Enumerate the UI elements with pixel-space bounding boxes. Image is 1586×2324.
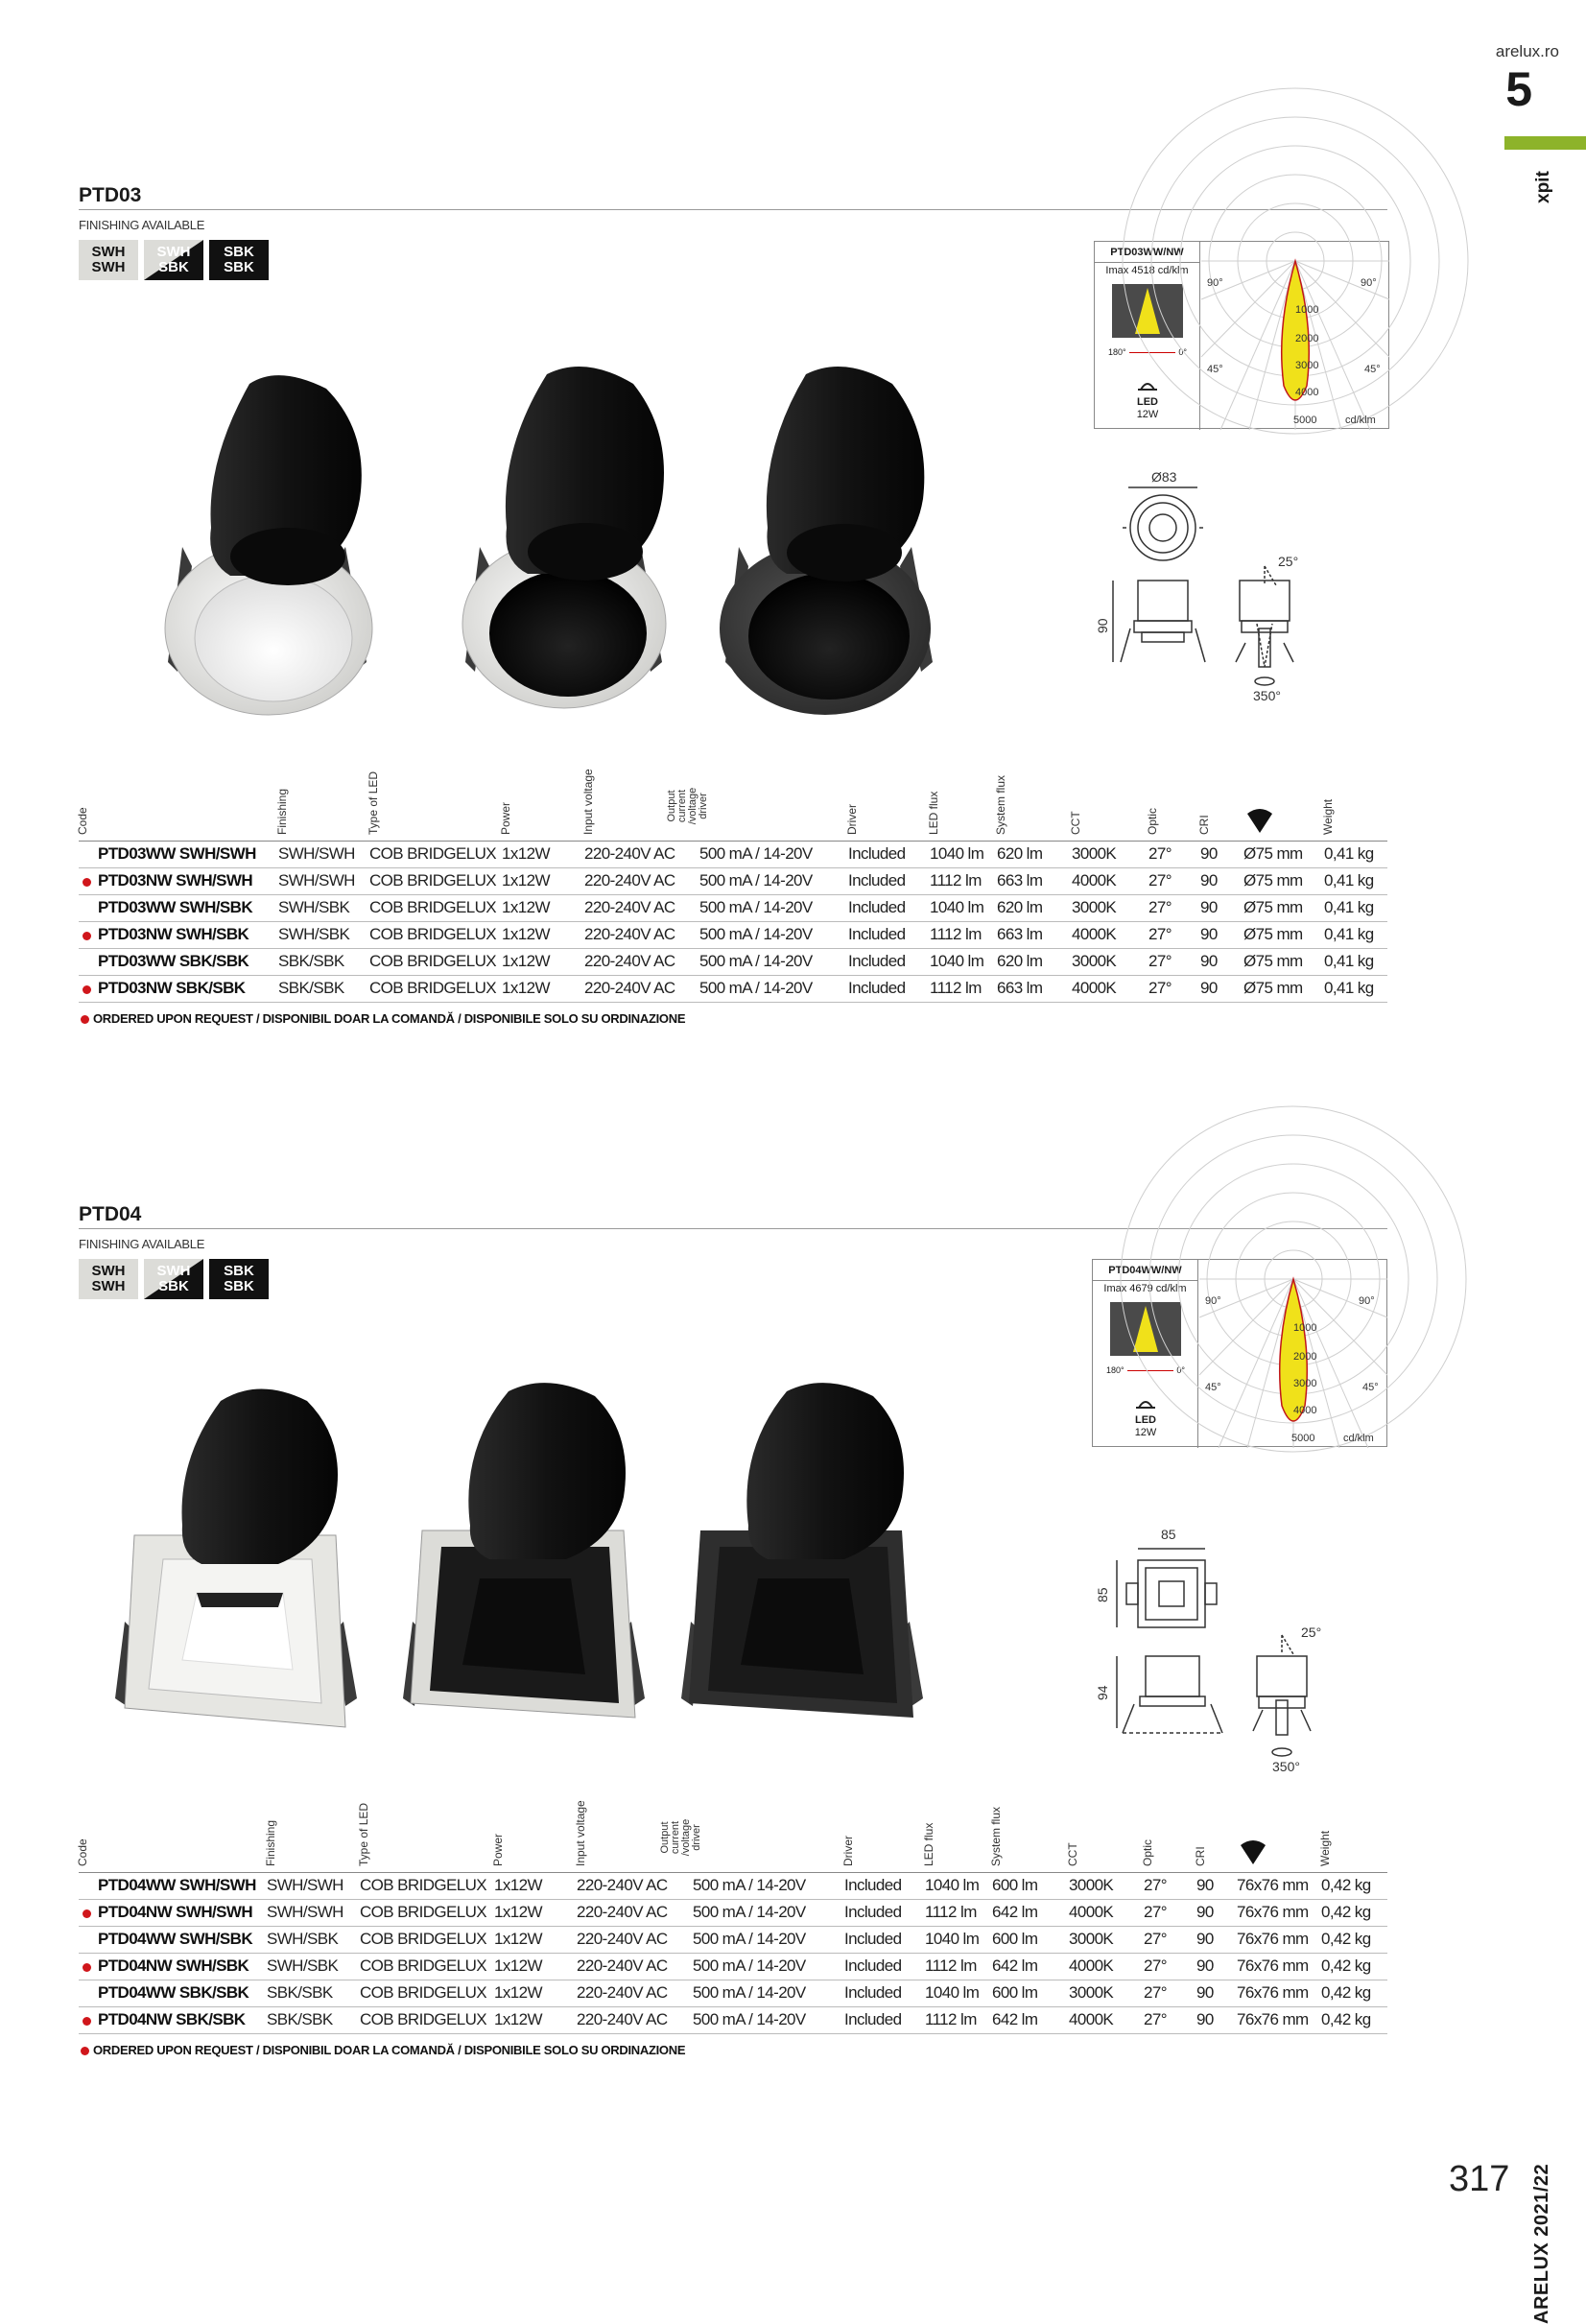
svg-text:cd/klm: cd/klm — [1343, 1433, 1374, 1444]
cell-output: 500 mA / 14-20V — [693, 1980, 844, 2006]
cell-led-flux: 1040 lm — [930, 894, 997, 921]
cell-finishing: SWH/SBK — [267, 1953, 360, 1980]
svg-text:5000: 5000 — [1293, 415, 1317, 426]
cell-cct: 4000K — [1069, 1899, 1144, 1926]
imax-value: Imax 4518 cd/klm — [1105, 265, 1189, 276]
col-power: Power — [499, 801, 512, 835]
cell-code: PTD03WW SWH/SBK — [79, 894, 278, 921]
cell-weight: 0,41 kg — [1324, 921, 1387, 948]
cell-output: 500 mA / 14-20V — [693, 1899, 844, 1926]
cell-cct: 3000K — [1072, 841, 1148, 867]
col-type-led: Type of LED — [357, 1802, 370, 1866]
cell-led: COB BRIDGELUX — [360, 1872, 494, 1899]
cell-optic: 27° — [1144, 1926, 1196, 1953]
page-number: 317 — [1449, 2159, 1510, 2199]
col-led-flux: LED flux — [927, 791, 940, 835]
chapter-name: xpit — [1533, 171, 1553, 203]
col-finishing: Finishing — [264, 1819, 277, 1866]
section-divider — [79, 1228, 1387, 1229]
edition-label: ARELUX 2021/22 — [1531, 2163, 1552, 2324]
led-power: 12W — [1134, 1427, 1157, 1438]
cell-power: 1x12W — [494, 1899, 577, 1926]
cell-driver: Included — [848, 921, 930, 948]
table-row — [79, 975, 1387, 1002]
svg-text:94: 94 — [1095, 1685, 1110, 1700]
cell-code: PTD04WW SWH/SWH — [79, 1872, 267, 1899]
chapter-number: 5 — [1505, 62, 1532, 116]
cell-cut: Ø75 mm — [1243, 867, 1324, 894]
request-dot — [83, 985, 91, 994]
cell-cct: 3000K — [1072, 948, 1148, 975]
cell-input: 220-240V AC — [584, 948, 699, 975]
svg-text:350°: 350° — [1253, 688, 1281, 703]
cell-cut: 76x76 mm — [1237, 1953, 1321, 1980]
cell-driver: Included — [848, 841, 930, 867]
cell-code: PTD04NW SBK/SBK — [79, 2006, 267, 2033]
cell-led: COB BRIDGELUX — [360, 1980, 494, 2006]
cell-sys-flux: 642 lm — [992, 1953, 1069, 1980]
cell-input: 220-240V AC — [584, 867, 699, 894]
cell-input: 220-240V AC — [584, 894, 699, 921]
cell-power: 1x12W — [494, 1926, 577, 1953]
cell-cut: 76x76 mm — [1237, 2006, 1321, 2033]
beam-angle-icon — [1243, 748, 1324, 841]
cell-optic: 27° — [1148, 867, 1200, 894]
cell-output: 500 mA / 14-20V — [693, 2006, 844, 2033]
svg-text:45°: 45° — [1207, 364, 1223, 375]
cell-led: COB BRIDGELUX — [360, 1899, 494, 1926]
cell-weight: 0,41 kg — [1324, 841, 1387, 867]
col-driver: Driver — [845, 803, 859, 835]
cell-cri: 90 — [1200, 867, 1243, 894]
cell-finishing: SWH/SBK — [278, 894, 369, 921]
cell-cut: 76x76 mm — [1237, 1926, 1321, 1953]
cell-weight: 0,41 kg — [1324, 975, 1387, 1002]
cell-cri: 90 — [1196, 2006, 1237, 2033]
product-photos-ptd04 — [106, 1372, 969, 1737]
svg-text:Ø83: Ø83 — [1151, 469, 1177, 485]
cell-input: 220-240V AC — [584, 975, 699, 1002]
cell-cri: 90 — [1200, 948, 1243, 975]
cell-power: 1x12W — [502, 894, 584, 921]
cell-finishing: SWH/SBK — [278, 921, 369, 948]
cell-sys-flux: 663 lm — [997, 921, 1072, 948]
cell-cri: 90 — [1200, 894, 1243, 921]
lamp-sbk-sbk — [681, 1383, 923, 1718]
cell-optic: 27° — [1144, 1980, 1196, 2006]
col-cct: CCT — [1069, 810, 1082, 835]
cell-sys-flux: 600 lm — [992, 1872, 1069, 1899]
cell-cct: 3000K — [1072, 894, 1148, 921]
cell-code: PTD03NW SBK/SBK — [79, 975, 278, 1002]
svg-text:45°: 45° — [1362, 1382, 1379, 1393]
svg-text:3000: 3000 — [1293, 1378, 1317, 1389]
cell-cut: Ø75 mm — [1243, 975, 1324, 1002]
photometric-code: PTD04WW/NW — [1093, 1260, 1197, 1281]
cell-weight: 0,42 kg — [1321, 1926, 1387, 1953]
col-driver: Driver — [841, 1835, 855, 1866]
table-row — [79, 1953, 1387, 1980]
col-code: Code — [76, 806, 89, 835]
cell-code: PTD03NW SWH/SBK — [79, 921, 278, 948]
request-note: ORDERED UPON REQUEST / DISPONIBIL DOAR LA COMANDĂ / DISPONIBILE SOLO SU ORDINAZIONE — [81, 1011, 685, 1026]
lamp-swh-sbk — [403, 1383, 645, 1718]
cell-led-flux: 1112 lm — [925, 1899, 992, 1926]
col-system-flux: System flux — [994, 774, 1007, 835]
col-optic: Optic — [1141, 1838, 1154, 1866]
svg-text:2000: 2000 — [1293, 1351, 1317, 1363]
cell-finishing: SBK/SBK — [278, 948, 369, 975]
cell-weight: 0,41 kg — [1324, 948, 1387, 975]
request-dot — [83, 2017, 91, 2026]
spec-table-ptd04 — [76, 1780, 1387, 2034]
table-row — [79, 2006, 1387, 2033]
col-cct: CCT — [1066, 1841, 1079, 1866]
cell-driver: Included — [848, 948, 930, 975]
cell-led-flux: 1112 lm — [930, 975, 997, 1002]
cell-optic: 27° — [1144, 1872, 1196, 1899]
lamp-swh-sbk — [462, 367, 666, 708]
cell-sys-flux: 642 lm — [992, 1899, 1069, 1926]
cell-led: COB BRIDGELUX — [369, 975, 502, 1002]
col-input-voltage: Input voltage — [581, 768, 595, 835]
cell-input: 220-240V AC — [577, 1899, 693, 1926]
cell-cri: 90 — [1200, 921, 1243, 948]
table-header — [79, 1780, 1387, 1872]
cell-code: PTD04WW SWH/SBK — [79, 1926, 267, 1953]
cell-weight: 0,42 kg — [1321, 1872, 1387, 1899]
beam-icon — [1112, 284, 1183, 338]
col-type-led: Type of LED — [367, 771, 380, 835]
cell-cut: Ø75 mm — [1243, 921, 1324, 948]
request-dot — [83, 1963, 91, 1972]
cell-optic: 27° — [1148, 975, 1200, 1002]
cell-output: 500 mA / 14-20V — [693, 1926, 844, 1953]
lamp-swh-swh — [165, 375, 372, 715]
request-dot — [83, 1909, 91, 1918]
col-output: Output current /voltage driver — [659, 1818, 702, 1856]
cell-cut: 76x76 mm — [1237, 1872, 1321, 1899]
cell-input: 220-240V AC — [577, 1980, 693, 2006]
col-output: Output current /voltage driver — [666, 787, 709, 824]
led-icon: LED — [1129, 1396, 1162, 1426]
request-dot — [81, 2047, 89, 2055]
cell-cct: 3000K — [1069, 1872, 1144, 1899]
lamp-sbk-sbk — [720, 367, 933, 715]
cell-finishing: SWH/SWH — [267, 1872, 360, 1899]
request-dot — [83, 878, 91, 887]
technical-drawing-ptd03 — [1084, 461, 1334, 710]
svg-text:1000: 1000 — [1293, 1322, 1317, 1334]
svg-text:90°: 90° — [1205, 1295, 1221, 1307]
section-title: PTD03 — [79, 184, 142, 206]
cell-output: 500 mA / 14-20V — [699, 841, 848, 867]
cell-driver: Included — [844, 1953, 925, 1980]
cell-cut: 76x76 mm — [1237, 1899, 1321, 1926]
section-title: PTD04 — [79, 1203, 142, 1225]
cell-code: PTD03NW SWH/SWH — [79, 867, 278, 894]
svg-text:cd/klm: cd/klm — [1345, 415, 1376, 426]
cell-sys-flux: 620 lm — [997, 894, 1072, 921]
cell-input: 220-240V AC — [584, 841, 699, 867]
svg-text:4000: 4000 — [1293, 1405, 1317, 1416]
svg-text:90: 90 — [1095, 618, 1110, 633]
cell-optic: 27° — [1148, 841, 1200, 867]
cell-optic: 27° — [1144, 2006, 1196, 2033]
cell-sys-flux: 642 lm — [992, 2006, 1069, 2033]
cell-led-flux: 1112 lm — [925, 2006, 992, 2033]
cell-output: 500 mA / 14-20V — [699, 867, 848, 894]
cell-output: 500 mA / 14-20V — [699, 948, 848, 975]
cell-led: COB BRIDGELUX — [369, 894, 502, 921]
swatch-black: SBK SBK — [209, 240, 269, 280]
cell-power: 1x12W — [502, 921, 584, 948]
cell-finishing: SBK/SBK — [267, 2006, 360, 2033]
cell-cri: 90 — [1196, 1899, 1237, 1926]
svg-text:90°: 90° — [1359, 1295, 1375, 1307]
col-finishing: Finishing — [275, 788, 289, 835]
cell-input: 220-240V AC — [577, 1953, 693, 1980]
cell-output: 500 mA / 14-20V — [699, 975, 848, 1002]
col-led-flux: LED flux — [922, 1822, 935, 1866]
table-body — [79, 841, 1387, 1002]
cell-driver: Included — [844, 1899, 925, 1926]
col-optic: Optic — [1146, 807, 1159, 835]
cell-sys-flux: 620 lm — [997, 841, 1072, 867]
svg-text:25°: 25° — [1301, 1624, 1322, 1640]
request-note: ORDERED UPON REQUEST / DISPONIBIL DOAR LA COMANDĂ / DISPONIBILE SOLO SU ORDINAZIONE — [81, 2043, 685, 2057]
cell-led: COB BRIDGELUX — [360, 2006, 494, 2033]
table-header — [79, 748, 1387, 841]
site-url: arelux.ro — [1495, 42, 1559, 60]
swatch-white: SWH SWH — [79, 240, 138, 280]
cell-cct: 4000K — [1072, 975, 1148, 1002]
cell-cut: Ø75 mm — [1243, 948, 1324, 975]
cell-optic: 27° — [1148, 948, 1200, 975]
cell-input: 220-240V AC — [577, 2006, 693, 2033]
section-divider — [79, 209, 1387, 210]
col-weight: Weight — [1321, 798, 1335, 835]
cell-cri: 90 — [1196, 1926, 1237, 1953]
cell-code: PTD03WW SWH/SWH — [79, 841, 278, 867]
request-dot — [81, 1015, 89, 1024]
beam-icon — [1110, 1302, 1181, 1356]
table-row — [79, 1899, 1387, 1926]
cell-driver: Included — [848, 975, 930, 1002]
cell-cct: 4000K — [1069, 1953, 1144, 1980]
table-row — [79, 894, 1387, 921]
cell-optic: 27° — [1148, 894, 1200, 921]
cell-sys-flux: 620 lm — [997, 948, 1072, 975]
table-row — [79, 1926, 1387, 1953]
cell-cri: 90 — [1200, 975, 1243, 1002]
cell-led: COB BRIDGELUX — [369, 841, 502, 867]
cell-cct: 3000K — [1069, 1926, 1144, 1953]
cell-code: PTD03WW SBK/SBK — [79, 948, 278, 975]
svg-text:85: 85 — [1095, 1587, 1110, 1602]
cell-sys-flux: 663 lm — [997, 975, 1072, 1002]
finishing-label: FINISHING AVAILABLE — [79, 218, 205, 232]
cell-weight: 0,42 kg — [1321, 1899, 1387, 1926]
cell-cct: 4000K — [1069, 2006, 1144, 2033]
cell-output: 500 mA / 14-20V — [699, 921, 848, 948]
cell-led-flux: 1040 lm — [930, 841, 997, 867]
cell-power: 1x12W — [494, 2006, 577, 2033]
swatch-black: SBK SBK — [209, 1259, 269, 1299]
lamp-swh-swh — [115, 1389, 357, 1728]
cell-led-flux: 1112 lm — [925, 1953, 992, 1980]
svg-text:2000: 2000 — [1295, 333, 1319, 344]
cell-code: PTD04NW SWH/SWH — [79, 1899, 267, 1926]
cell-power: 1x12W — [494, 1872, 577, 1899]
table-row — [79, 1980, 1387, 2006]
cell-led-flux: 1040 lm — [925, 1872, 992, 1899]
cell-code: PTD04NW SWH/SBK — [79, 1953, 267, 1980]
col-power: Power — [491, 1833, 505, 1866]
col-code: Code — [76, 1838, 89, 1866]
svg-text:90°: 90° — [1361, 277, 1377, 289]
cell-weight: 0,41 kg — [1324, 867, 1387, 894]
cell-cri: 90 — [1200, 841, 1243, 867]
col-input-voltage: Input voltage — [574, 1799, 587, 1866]
cell-optic: 27° — [1144, 1953, 1196, 1980]
cell-cut: Ø75 mm — [1243, 841, 1324, 867]
photometric-code: PTD03WW/NW — [1095, 242, 1199, 263]
table-row — [79, 867, 1387, 894]
cell-weight: 0,42 kg — [1321, 2006, 1387, 2033]
table-row — [79, 1872, 1387, 1899]
table-row — [79, 948, 1387, 975]
beam-angle-icon — [1237, 1780, 1321, 1872]
cell-led: COB BRIDGELUX — [360, 1926, 494, 1953]
imax-value: Imax 4679 cd/klm — [1103, 1283, 1187, 1294]
cell-output: 500 mA / 14-20V — [699, 894, 848, 921]
cell-optic: 27° — [1144, 1899, 1196, 1926]
technical-drawing-ptd04 — [1084, 1522, 1334, 1781]
cell-driver: Included — [844, 1926, 925, 1953]
cell-power: 1x12W — [502, 975, 584, 1002]
cell-weight: 0,42 kg — [1321, 1980, 1387, 2006]
svg-text:3000: 3000 — [1295, 360, 1319, 371]
cell-driver: Included — [848, 867, 930, 894]
cell-led-flux: 1040 lm — [925, 1926, 992, 1953]
cell-output: 500 mA / 14-20V — [693, 1872, 844, 1899]
svg-text:1000: 1000 — [1295, 304, 1319, 316]
swatch-white-black: SWH SBK — [144, 1259, 203, 1299]
cell-led: COB BRIDGELUX — [369, 921, 502, 948]
svg-text:350°: 350° — [1272, 1759, 1300, 1774]
col-system-flux: System flux — [989, 1806, 1003, 1866]
cell-power: 1x12W — [502, 867, 584, 894]
polar-diagram — [1199, 1260, 1387, 1448]
cell-cri: 90 — [1196, 1953, 1237, 1980]
cell-finishing: SWH/SWH — [267, 1899, 360, 1926]
cell-driver: Included — [848, 894, 930, 921]
cell-finishing: SWH/SBK — [267, 1926, 360, 1953]
cell-driver: Included — [844, 2006, 925, 2033]
swatch-white-black: SWH SBK — [144, 240, 203, 280]
col-cri: CRI — [1194, 1845, 1207, 1866]
cell-sys-flux: 663 lm — [997, 867, 1072, 894]
cell-cut: Ø75 mm — [1243, 894, 1324, 921]
cell-code: PTD04WW SBK/SBK — [79, 1980, 267, 2006]
cell-led: COB BRIDGELUX — [369, 867, 502, 894]
cell-led-flux: 1112 lm — [930, 867, 997, 894]
cell-cct: 3000K — [1069, 1980, 1144, 2006]
cell-finishing: SBK/SBK — [267, 1980, 360, 2006]
chapter-color-bar — [1504, 136, 1586, 150]
col-weight: Weight — [1318, 1830, 1332, 1866]
angle-scale: 180° 0° — [1106, 1365, 1185, 1375]
cell-driver: Included — [844, 1980, 925, 2006]
cell-weight: 0,42 kg — [1321, 1953, 1387, 1980]
cell-input: 220-240V AC — [584, 921, 699, 948]
cell-cri: 90 — [1196, 1980, 1237, 2006]
cell-sys-flux: 600 lm — [992, 1980, 1069, 2006]
cell-led-flux: 1040 lm — [930, 948, 997, 975]
table-row — [79, 841, 1387, 867]
svg-text:25°: 25° — [1278, 554, 1299, 569]
cell-driver: Included — [844, 1872, 925, 1899]
cell-input: 220-240V AC — [577, 1926, 693, 1953]
svg-text:5000: 5000 — [1291, 1433, 1315, 1444]
led-power: 12W — [1136, 409, 1159, 420]
spec-table-ptd03 — [76, 748, 1387, 1003]
cell-cri: 90 — [1196, 1872, 1237, 1899]
cell-weight: 0,41 kg — [1324, 894, 1387, 921]
cell-output: 500 mA / 14-20V — [693, 1953, 844, 1980]
cell-finishing: SWH/SWH — [278, 867, 369, 894]
cell-cct: 4000K — [1072, 867, 1148, 894]
cell-input: 220-240V AC — [577, 1872, 693, 1899]
cell-optic: 27° — [1148, 921, 1200, 948]
table-row — [79, 921, 1387, 948]
cell-finishing: SWH/SWH — [278, 841, 369, 867]
cell-led-flux: 1040 lm — [925, 1980, 992, 2006]
cell-cct: 4000K — [1072, 921, 1148, 948]
polar-diagram — [1201, 242, 1389, 430]
swatch-white: SWH SWH — [79, 1259, 138, 1299]
col-cri: CRI — [1197, 814, 1211, 835]
product-photos-ptd03 — [115, 355, 979, 720]
cell-power: 1x12W — [494, 1953, 577, 1980]
led-icon: LED — [1131, 378, 1164, 408]
svg-text:85: 85 — [1161, 1527, 1176, 1542]
svg-text:90°: 90° — [1207, 277, 1223, 289]
cell-cut: 76x76 mm — [1237, 1980, 1321, 2006]
cell-sys-flux: 600 lm — [992, 1926, 1069, 1953]
cell-led-flux: 1112 lm — [930, 921, 997, 948]
cell-led: COB BRIDGELUX — [369, 948, 502, 975]
angle-scale: 180° 0° — [1108, 347, 1187, 357]
cell-led: COB BRIDGELUX — [360, 1953, 494, 1980]
cell-finishing: SBK/SBK — [278, 975, 369, 1002]
svg-text:4000: 4000 — [1295, 387, 1319, 398]
cell-power: 1x12W — [502, 948, 584, 975]
svg-text:45°: 45° — [1364, 364, 1381, 375]
cell-power: 1x12W — [494, 1980, 577, 2006]
request-dot — [83, 932, 91, 940]
photometric-box-ptd04 — [1092, 1259, 1387, 1447]
table-body — [79, 1872, 1387, 2033]
photometric-box-ptd03 — [1094, 241, 1389, 429]
finishing-label: FINISHING AVAILABLE — [79, 1237, 205, 1251]
cell-power: 1x12W — [502, 841, 584, 867]
svg-text:45°: 45° — [1205, 1382, 1221, 1393]
